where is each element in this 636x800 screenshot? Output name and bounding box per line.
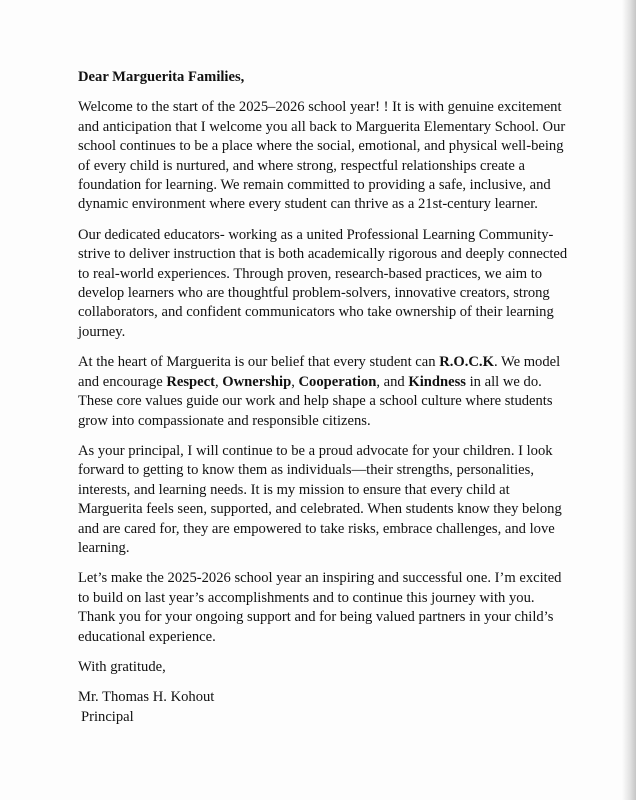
paragraph-rock-values <box>78 353 570 431</box>
signature-name: Mr. Thomas H. Kohout <box>78 689 215 706</box>
paragraph-school-year: Let’s make the 2025-2026 school year an inspiring and successful one. I’m excited to build on last year’s accomplishments and to continue this journey with you. Thank you for your ongoing support and for being valued partners in your child’s educational experience. <box>78 570 562 645</box>
value-separator: , <box>214 373 223 390</box>
value-cooperation: Cooperation <box>298 373 377 390</box>
rock-rest-text: in all we do. These core values guide our work and help shape a school culture where students grow into compassionate and responsible citizens. <box>78 373 553 429</box>
closing: With gratitude, <box>78 658 166 675</box>
letter-body <box>78 68 570 727</box>
value-separator: , <box>291 373 299 390</box>
value-kindness: Kindness <box>408 373 466 390</box>
rock-intro-text: At the heart of Marguerita is our belief that every student can <box>78 354 440 371</box>
paragraph-educators: Our dedicated educators- working as a united Professional Learning Community- strive to deliver instruction that is both academically rigorous and deeply connected to real-world experiences. Through proven, research-based practices, we aim to develop learners who are thoughtful problem-solvers, innovative creators, strong collaborators, and confident communicators who take ownership of their learning journey. <box>78 226 568 340</box>
value-respect: Respect <box>166 373 215 390</box>
value-ownership: Ownership <box>222 373 292 390</box>
page-edge-shadow <box>622 0 636 800</box>
value-separator: , and <box>376 373 409 390</box>
rock-after-text: . We model and encourage <box>78 354 561 390</box>
salutation: Dear Marguerita Families, <box>78 69 245 85</box>
paragraph-welcome: Welcome to the start of the 2025–2026 school year! ! It is with genuine excitement and anticipation that I welcome you all back to Marguerita Elementary School. Our school continues to be a place where the social, emotional, and physical well-being of every child is nurtured, and where strong, respectful relationships create a foundation for learning. We remain committed to providing a safe, inclusive, and dynamic environment where every student can thrive as a 21st-century learner. <box>78 99 566 213</box>
signature-title: Principal <box>81 708 134 725</box>
rock-acronym: R.O.C.K <box>439 354 494 371</box>
paragraph-principal-advocate: As your principal, I will continue to be a proud advocate for your children. I look forward to getting to know them as individuals—their strengths, personalities, interests, and learning needs. It is my mission to ensure that every child at Marguerita feels seen, supported, and celebrated. When students know they belong and are cared for, they are empowered to take risks, embrace challenges, and love learning. <box>78 442 562 556</box>
